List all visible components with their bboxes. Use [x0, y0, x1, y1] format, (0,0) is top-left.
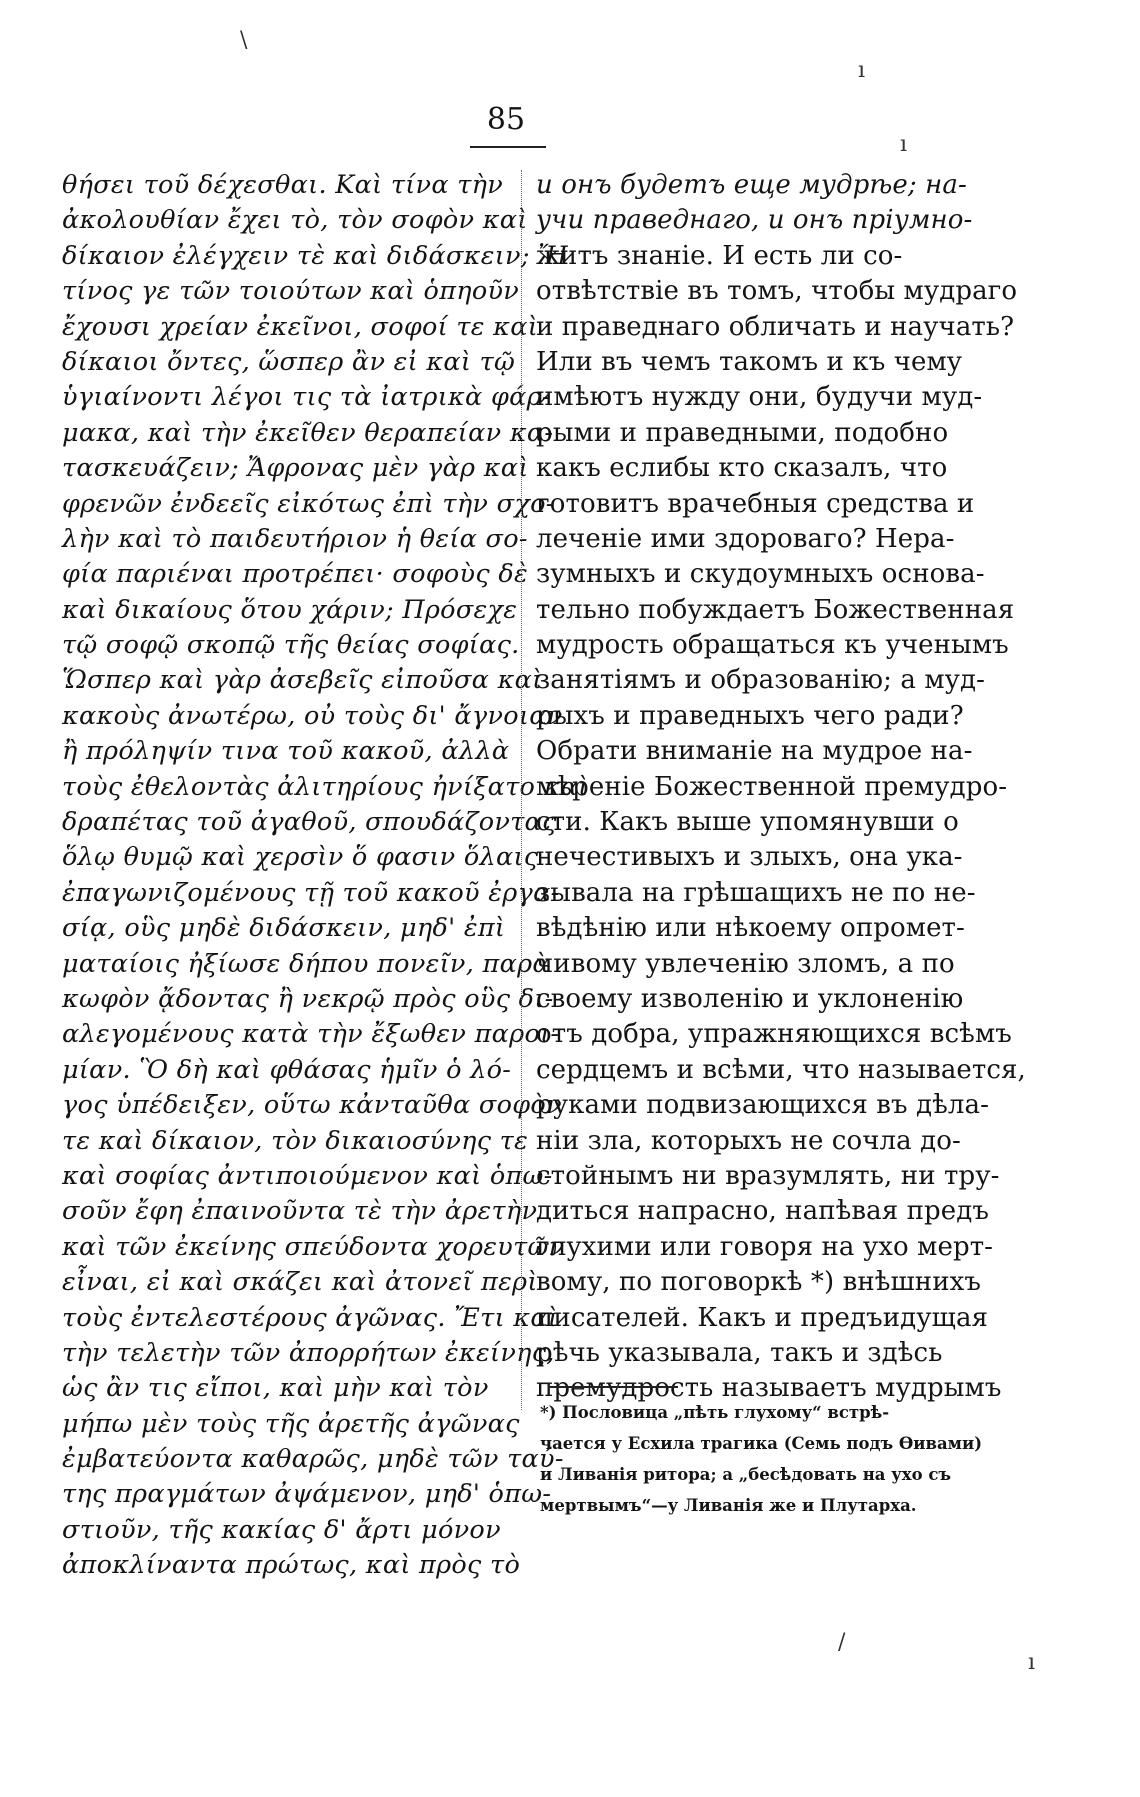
russian-line: отвѣтствіе въ томъ, чтобы мудраго [536, 276, 1018, 307]
stray-mark: / [838, 1630, 846, 1655]
greek-column [62, 168, 589, 1584]
greek-line: σίᾳ, οὓς μηδὲ διδάσκειν, μηδ' ἐπὶ [62, 913, 506, 944]
greek-line: μίαν. Ὃ δὴ καὶ φθάσας ἡμῖν ὁ λό- [62, 1054, 512, 1085]
russian-line: какъ еслибы кто сказалъ, что [536, 453, 948, 484]
russian-line: имѣютъ нужду они, будучи муд- [536, 382, 983, 413]
greek-line: ὑγιαίνοντι λέγοι τις τὰ ἰατρικὰ φάρ- [62, 382, 551, 413]
russian-line: и онъ будетъ еще мудрѣе; на- [536, 170, 967, 200]
greek-line: δίκαιοι ὄντες, ὥσπερ ἂν εἰ καὶ τῷ [62, 346, 516, 377]
russian-line: житъ знаніе. И есть ли со- [536, 240, 903, 271]
greek-line: φία παριέναι προτρέπει· σοφοὺς δὲ [62, 559, 528, 590]
greek-line: ματαίοις ἠξίωσε δήπου πονεῖν, παρὰ [62, 948, 550, 979]
greek-line: ἐπαγωνιζομένους τῇ τοῦ κακοῦ ἐργα- [62, 877, 560, 908]
russian-line: рѣчь указывала, такъ и здѣсь [536, 1337, 943, 1368]
greek-line: τοὺς ἐθελοντὰς ἀλιτηρίους ἠνίξατο καὶ [62, 771, 589, 802]
greek-line: κωφὸν ᾄδοντας ἢ νεκρῷ πρὸς οὓς δι- [62, 983, 554, 1014]
footnote [540, 1397, 985, 1521]
russian-line: нечестивыхъ и злыхъ, она ука- [536, 842, 963, 873]
footnote-line: мертвымъ“—у Ливанія же и Плутарха. [540, 1496, 917, 1515]
stray-mark: ı [1028, 1650, 1036, 1675]
greek-line: καὶ σοφίας ἀντιποιούμενον καὶ ὁπω- [62, 1160, 553, 1191]
russian-line: вому, по поговоркѣ *) внѣшнихъ [536, 1267, 982, 1298]
greek-line: ἀποκλίναντα πρώτως, καὶ πρὸς τὸ [62, 1550, 521, 1581]
russian-column [536, 168, 1026, 1407]
footnote-line: и Ливанія ритора; а „бесѣдовать на ухо съ [540, 1465, 952, 1484]
russian-line: рыми и праведными, подобно [536, 417, 949, 448]
russian-line: руками подвизающихся въ дѣла- [536, 1090, 990, 1121]
greek-line: καὶ τῶν ἐκείνης σπεύδοντα χορευτῶν [62, 1231, 565, 1262]
greek-line: σοῦν ἔφη ἐπαινοῦντα τὲ τὴν ἀρετὴν [62, 1196, 538, 1227]
greek-line: ἀκολουθίαν ἔχει τὸ, τὸν σοφὸν καὶ [62, 205, 528, 236]
greek-line: λὴν καὶ τὸ παιδευτήριον ἡ θεία σο- [62, 523, 528, 554]
russian-line: мудрость обращаться къ ученымъ [536, 630, 1009, 661]
russian-line: ніи зла, которыхъ не сочла до- [536, 1125, 961, 1156]
greek-line: γος ὑπέδειξεν, οὕτω κἀνταῦθα σοφὸν [62, 1090, 562, 1121]
greek-line: της πραγμάτων ἀψάμενον, μηδ' ὁπω- [62, 1479, 552, 1510]
greek-line: ἔχουσι χρείαν ἐκεῖνοι, σοφοί τε καὶ [62, 311, 539, 342]
greek-line: τοὺς ἐντελεστέρους ἀγῶνας. Ἔτι καὶ [62, 1302, 559, 1333]
russian-line: рыхъ и праведныхъ чего ради? [536, 700, 964, 731]
russian-line: сердцемъ и всѣми, что называется, [536, 1054, 1026, 1085]
russian-line: сти. Какъ выше упомянувши о [536, 807, 959, 838]
greek-line: ὡς ἂν τις εἴποι, καὶ μὴν καὶ τὸν [62, 1373, 489, 1404]
russian-line: премудрость называетъ мудрымъ [536, 1373, 1002, 1404]
greek-line: τε καὶ δίκαιον, τὸν δικαιοσύνης τε [62, 1125, 529, 1156]
russian-line: писателей. Какъ и предъидущая [536, 1302, 989, 1333]
greek-line: τασκευάζειν; Ἄφρονας μὲν γὰρ καὶ [62, 453, 529, 484]
greek-line: ἢ πρόληψίν τινα τοῦ κακοῦ, ἀλλὰ [62, 736, 510, 767]
greek-line: Ὥσπερ καὶ γὰρ ἀσεβεῖς εἰποῦσα καὶ [62, 665, 543, 696]
greek-line: θήσει τοῦ δέχεσθαι. Καὶ τίνα τὴν [62, 170, 504, 200]
greek-line: καὶ δικαίους ὅτου χάριν; Πρόσεχε [62, 594, 518, 625]
russian-line: занятіямъ и образованію; а муд- [536, 665, 986, 696]
russian-line: вѣдѣнію или нѣкоему опромет- [536, 913, 965, 944]
greek-line: δίκαιον ἐλέγχειν τὲ καὶ διδάσκειν; Ἤ [62, 240, 568, 271]
greek-line: φρενῶν ἐνδεεῖς εἰκότως ἐπὶ τὴν σχο- [62, 488, 555, 519]
greek-line: μακα, καὶ τὴν ἐκεῖθεν θεραπείαν κα- [62, 417, 554, 448]
greek-line: εἶναι, εἰ καὶ σκάζει καὶ ἀτονεῖ περὶ [62, 1267, 538, 1298]
stray-mark: \ [240, 28, 248, 53]
greek-line: τὴν τελετὴν τῶν ἀπορρήτων ἐκείνης, [62, 1337, 555, 1368]
footnote-line: *) Пословица „пѣть глухому“ встрѣ- [540, 1403, 890, 1422]
greek-line: τῷ σοφῷ σκοπῷ τῆς θείας σοφίας. [62, 630, 520, 661]
russian-line: своему изволенію и уклоненію [536, 983, 964, 1014]
russian-line: леченіе ими здороваго? Нера- [536, 523, 955, 554]
stray-mark: ı [858, 58, 866, 83]
greek-line: τίνος γε τῶν τοιούτων καὶ ὁπηοῦν [62, 276, 520, 307]
russian-line: отъ добра, упражняющихся всѣмъ [536, 1019, 1012, 1050]
footnote-line: чается у Есхила трагика (Семь подъ Өивами) [540, 1434, 983, 1453]
russian-line: и праведнаго обличать и научать? [536, 311, 1015, 342]
greek-line: αλεγομένους κατὰ τὴν ἔξωθεν παροι- [62, 1019, 560, 1050]
russian-line: тельно побуждаетъ Божественная [536, 594, 1015, 625]
russian-line: зывала на грѣшащихъ не по не- [536, 877, 976, 908]
russian-line: стойнымъ ни вразумлять, ни тру- [536, 1160, 1000, 1191]
greek-line: κακοὺς ἀνωτέρω, οὐ τοὺς δι' ἄγνοιαν [62, 700, 563, 731]
russian-line: мѣреніе Божественной премудро- [536, 771, 1008, 802]
russian-line: Обрати вниманіе на мудрое на- [536, 736, 973, 767]
page-number-rule [470, 146, 546, 148]
russian-line: чивому увлеченію зломъ, а по [536, 948, 955, 979]
russian-line: готовитъ врачебныя средства и [536, 488, 975, 519]
page-number: 85 [486, 102, 526, 137]
russian-line: глухими или говоря на ухо мерт- [536, 1231, 994, 1262]
greek-line: δραπέτας τοῦ ἀγαθοῦ, σπουδάζοντας [62, 807, 557, 838]
column-divider [521, 170, 522, 1410]
greek-line: ἐμβατεύοντα καθαρῶς, μηδὲ τῶν ταύ- [62, 1444, 564, 1475]
greek-line: στιοῦν, τῆς κακίας δ' ἄρτι μόνον [62, 1514, 501, 1545]
russian-line: Или въ чемъ такомъ и къ чему [536, 346, 963, 377]
russian-line: диться напрасно, напѣвая предъ [536, 1196, 990, 1227]
russian-line: зумныхъ и скудоумныхъ основа- [536, 559, 985, 590]
russian-line: учи праведнаго, и онъ пріумно- [536, 205, 973, 236]
greek-line: μήπω μὲν τοὺς τῆς ἀρετῆς ἀγῶνας [62, 1408, 520, 1439]
footnote-rule [548, 1386, 678, 1388]
greek-line: ὅλῳ θυμῷ καὶ χερσὶν ὅ φασιν ὅλαις [62, 842, 539, 873]
stray-mark: ı [900, 132, 908, 157]
